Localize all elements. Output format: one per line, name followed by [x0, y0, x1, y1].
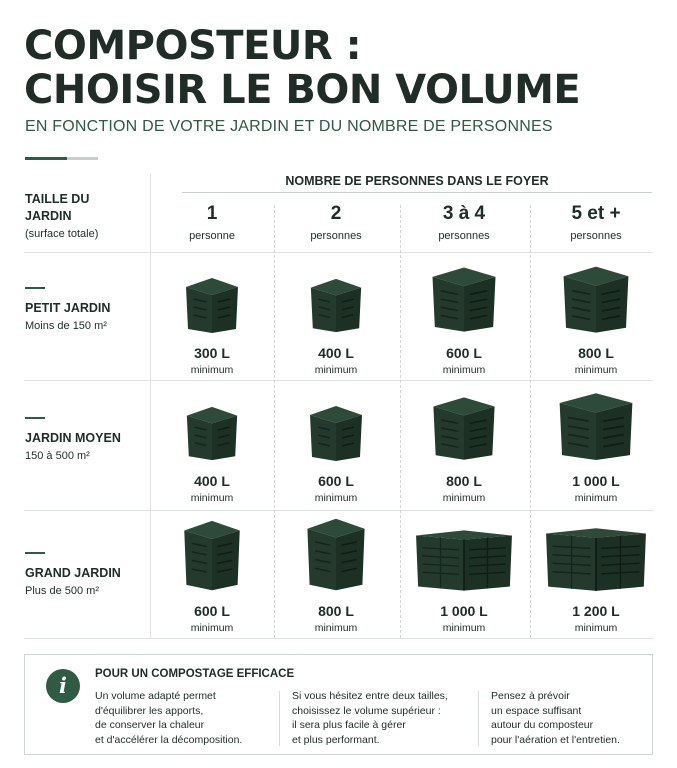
garden-name: PETIT JARDIN — [25, 301, 111, 315]
column-unit: personnes — [310, 230, 362, 242]
page-title — [24, 24, 580, 112]
group-title-underline — [182, 192, 652, 193]
composter-icon — [560, 263, 632, 335]
composter-icon — [429, 263, 499, 335]
volume-cell — [534, 381, 658, 509]
composter-small-icon — [307, 275, 365, 335]
composter-tall-icon — [303, 515, 369, 593]
volume-note: minimum — [190, 492, 234, 504]
volume-value: 1 000 L — [572, 473, 620, 489]
composter-icon — [182, 275, 242, 335]
garden-medium — [25, 417, 145, 462]
garden-range: Plus de 500 m² — [25, 585, 99, 597]
column-header-4 — [534, 203, 658, 242]
volume-note: minimum — [190, 622, 234, 634]
row-header-line-1: TAILLE DU — [25, 192, 90, 206]
volume-value: 600 L — [194, 603, 230, 619]
volume-cell — [274, 381, 398, 509]
info-separator — [478, 691, 479, 746]
column-header-3 — [402, 203, 526, 242]
volume-cell — [150, 511, 274, 639]
info-box — [24, 654, 653, 755]
composter-large-icon — [556, 389, 636, 463]
column-divider-dashed — [530, 205, 531, 638]
garden-range: 150 à 500 m² — [25, 450, 90, 462]
row-header — [25, 191, 145, 240]
info-title: POUR UN COMPOSTAGE EFFICACE — [95, 668, 295, 680]
info-line: choisissez le volume supérieur : — [292, 704, 441, 717]
volume-value: 1 200 L — [572, 603, 620, 619]
volume-note: minimum — [442, 364, 486, 376]
volume-value: 400 L — [194, 473, 230, 489]
composter-wide-icon — [560, 263, 632, 335]
garden-small — [25, 287, 145, 332]
column-number: 1 — [206, 203, 218, 224]
column-header-1 — [150, 203, 274, 242]
column-header-2 — [274, 203, 398, 242]
volume-value: 1 000 L — [440, 603, 488, 619]
volume-value: 800 L — [318, 603, 354, 619]
composter-icon — [430, 393, 498, 463]
column-unit: personnes — [570, 230, 622, 242]
accent-bar — [25, 157, 98, 160]
info-line: Si vous hésitez entre deux tailles, — [292, 690, 448, 702]
volume-value: 800 L — [446, 473, 482, 489]
garden-tick — [25, 417, 45, 419]
title-line-2: CHOISIR LE BON VOLUME — [24, 67, 581, 113]
volume-note: minimum — [314, 492, 358, 504]
composter-icon — [306, 403, 366, 463]
info-line: et d'accélérer la décomposition. — [95, 733, 243, 746]
info-column-3 — [491, 689, 620, 747]
volume-value: 600 L — [446, 345, 482, 361]
volume-cell — [402, 253, 526, 381]
accent-bar-fill — [25, 157, 67, 160]
column-number: 2 — [330, 203, 342, 224]
volume-value: 300 L — [194, 345, 230, 361]
composter-icon — [556, 389, 636, 463]
volume-note: minimum — [442, 622, 486, 634]
garden-name: GRAND JARDIN — [25, 566, 121, 580]
garden-range: Moins de 150 m² — [25, 320, 107, 332]
volume-note: minimum — [574, 492, 618, 504]
volume-note: minimum — [574, 364, 618, 376]
composter-icon — [180, 517, 244, 593]
row-header-line-2: JARDIN — [25, 209, 72, 223]
composter-small-icon — [182, 275, 242, 335]
info-line: autour du composteur — [491, 719, 594, 731]
volume-cell — [274, 253, 398, 381]
info-separator — [279, 691, 280, 746]
garden-name: JARDIN MOYEN — [25, 431, 121, 445]
composter-icon — [183, 403, 241, 463]
composter-icon — [303, 515, 369, 593]
column-number: 3 à 4 — [442, 203, 486, 224]
garden-large — [25, 552, 145, 597]
column-unit: personnes — [438, 230, 490, 242]
volume-value: 400 L — [318, 345, 354, 361]
volume-cell — [534, 253, 658, 381]
volume-cell — [150, 253, 274, 381]
composter-icon — [537, 525, 655, 593]
composter-small-icon — [306, 403, 366, 463]
composter-small-icon — [183, 403, 241, 463]
page-subtitle: EN FONCTION DE VOTRE JARDIN ET DU NOMBRE DE PERSONNES — [25, 118, 553, 135]
composter-wide-icon — [430, 393, 498, 463]
volume-note: minimum — [190, 364, 234, 376]
volume-cell — [402, 511, 526, 639]
composter-wide-icon — [429, 263, 499, 335]
info-line: Un volume adapté permet — [95, 690, 216, 702]
volume-note: minimum — [442, 492, 486, 504]
info-line: et plus performant. — [292, 733, 380, 746]
info-column-1 — [95, 689, 242, 747]
info-line: pour l'aération et l'entretien. — [491, 733, 620, 746]
title-line-1: COMPOSTEUR : — [24, 23, 362, 69]
info-line: un espace suffisant — [491, 704, 582, 717]
garden-tick — [25, 552, 45, 554]
composter-icon — [413, 527, 515, 593]
volume-note: minimum — [314, 364, 358, 376]
info-column-2 — [292, 689, 448, 747]
volume-cell — [534, 511, 658, 639]
double-composter-icon — [537, 525, 655, 593]
garden-tick — [25, 287, 45, 289]
info-line: Pensez à prévoir — [491, 690, 570, 702]
group-title: NOMBRE DE PERSONNES DANS LE FOYER — [285, 174, 549, 188]
composter-tall-icon — [180, 517, 244, 593]
volume-cell — [274, 511, 398, 639]
double-composter-icon — [413, 527, 515, 593]
volume-value: 800 L — [578, 345, 614, 361]
volume-value: 600 L — [318, 473, 354, 489]
column-number: 5 et + — [571, 203, 621, 224]
volume-note: minimum — [314, 622, 358, 634]
info-line: d'équilibrer les apports, — [95, 704, 204, 717]
info-line: de conserver la chaleur — [95, 719, 205, 731]
volume-cell — [402, 381, 526, 509]
info-line: il sera plus facile à gérer — [292, 719, 406, 731]
volume-cell — [150, 381, 274, 509]
row-header-note: (surface totale) — [25, 228, 99, 240]
info-icon: i — [46, 669, 80, 703]
column-unit: personne — [189, 230, 235, 242]
volume-note: minimum — [574, 622, 618, 634]
column-divider-dashed — [400, 205, 401, 638]
composter-icon — [307, 275, 365, 335]
